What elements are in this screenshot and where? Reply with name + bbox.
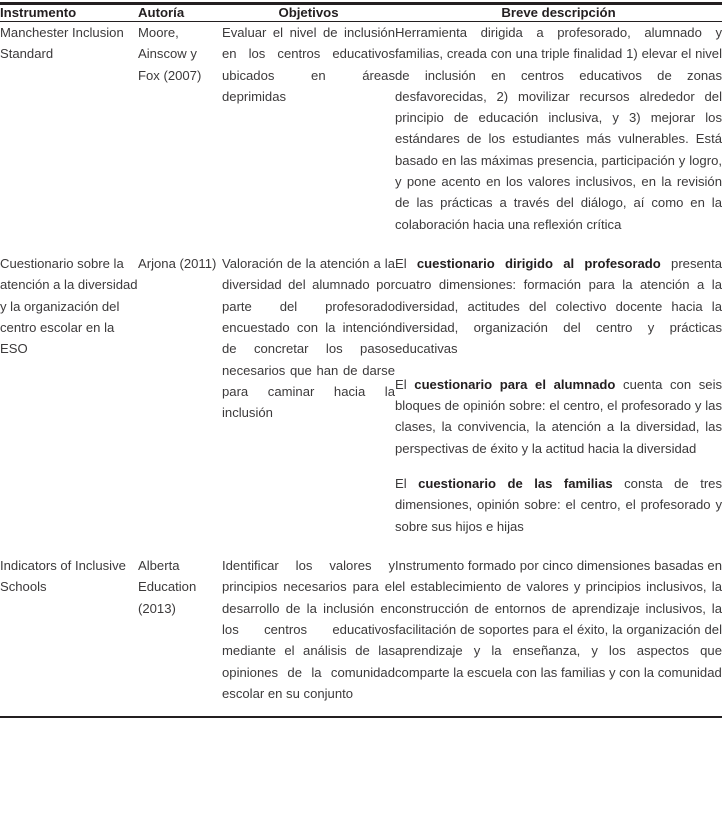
table-row <box>0 22 722 235</box>
cell-objetivos: Evaluar el nivel de inclusión en los centros educativos ubicados en áreas deprimidas <box>222 24 395 104</box>
row-spacer <box>0 235 722 253</box>
table-row <box>0 253 722 537</box>
row-spacer-cell <box>0 235 138 253</box>
row-spacer-cell <box>395 235 722 253</box>
row-spacer-cell <box>395 537 722 555</box>
cell-breve-descripcion <box>395 22 722 235</box>
cell-breve-descripcion <box>395 555 722 704</box>
cell-instrumento: Cuestionario sobre la atención a la diversidad y la organización del centro escolar en la ESO <box>0 256 138 357</box>
cell-objetivos: Valoración de la atención a la diversidad del alumnado por parte del profesorado encuestado con la intención de concretar los pasos necesarios que han de darse para caminar hacia la inclusión <box>222 256 395 421</box>
column-header-autoria: Autoría <box>138 5 185 20</box>
row-spacer-cell <box>138 235 222 253</box>
column-header-instrumento: Instrumento <box>0 5 77 20</box>
row-spacer-cell <box>138 537 222 555</box>
description-lead: cuestionario de las familias <box>418 476 613 492</box>
table-row <box>0 555 722 704</box>
cell-autoria: Alberta Education (2013) <box>138 558 197 616</box>
cell-breve-descripcion <box>395 253 722 537</box>
description-paragraph: Instrumento formado por cinco dimensiones basadas en el establecimiento de valores y principios inclusivos, la construcción de entornos de aprendizaje inclusivos, la facilitación de soportes para el éxito, la organización del aprendizaje y la enseñanza, y los aspectos que comparte la escuela con las familias y con la comunidad <box>395 558 722 680</box>
column-header-breve-descripcion: Breve descripción <box>501 5 616 20</box>
cell-objetivos: Identificar los valores y principios necesarios para el desarrollo de la inclusión en los centros educativos mediante el análisis de las opiniones de la comunidad escolar en su conjunto <box>222 558 395 702</box>
instruments-table-body <box>0 22 722 705</box>
column-header-objetivos: Objetivos <box>278 5 339 20</box>
description-paragraph: El cuestionario dirigido al profesorado presenta cuatro dimensiones: formación para la atención a la diversidad, actitudes del colectivo docente hacia la diversidad, organización del centro y prácticas educativas <box>395 256 722 357</box>
table-header-row <box>0 5 722 21</box>
description-paragraph: Herramienta dirigida a profesorado, alumnado y familias, creada con una triple finalidad 1) elevar el nivel de inclusión en centros educativos de zonas desfavorecidas, 2) movilizar recursos alrededor del principio de educación inclusiva, y 3) mejorar los estándares de los estudiantes más vulnerables. Está basado en las máximas presencia, participación y logro, y pone acento en los valores inclusivos, en la revisión de las prácticas a través del diálogo, aí como en la colaboración hacia una reflexión crítica <box>395 24 722 232</box>
row-spacer-cell <box>222 537 395 555</box>
description-paragraph: El cuestionario para el alumnado cuenta con seis bloques de opinión sobre: el centro, el profesorado y las clases, la convivencia, la atención a la diversidad, las perspectivas de éxito y la actitud hacia la diversidad <box>395 376 722 456</box>
instruments-table <box>0 5 722 21</box>
cell-instrumento: Indicators of Inclusive Schools <box>0 558 126 595</box>
description-paragraph: El cuestionario de las familias consta de tres dimensiones, opinión sobre: el centro, el profesorado y sobre sus hijos e hijas <box>395 476 722 534</box>
table-bottom-rule <box>0 716 722 718</box>
cell-instrumento: Manchester Inclusion Standard <box>0 24 124 62</box>
description-lead: cuestionario dirigido al profesorado <box>416 256 661 272</box>
cell-autoria: Moore, Ainscow y Fox (2007) <box>138 24 202 83</box>
cell-autoria: Arjona (2011) <box>138 256 217 272</box>
row-spacer-cell <box>0 537 138 555</box>
table-header <box>0 5 722 21</box>
row-spacer <box>0 537 722 555</box>
description-lead: cuestionario para el alumnado <box>414 376 616 392</box>
row-spacer-cell <box>222 235 395 253</box>
table-body <box>0 22 722 705</box>
